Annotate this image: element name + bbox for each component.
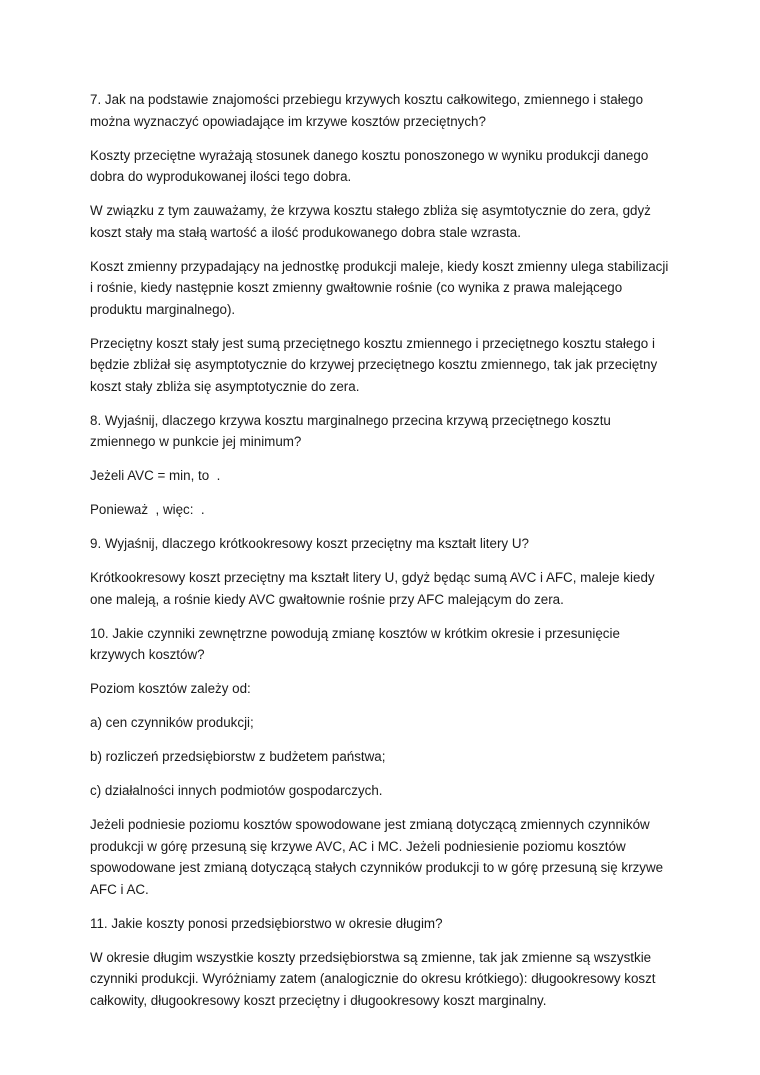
question-11: 11. Jakie koszty ponosi przedsiębiorstwo w okresie długim? bbox=[90, 915, 443, 931]
paragraph-fixed-cost-curve: W związku z tym zauważamy, że krzywa kosztu stałego zbliża się asymtotycznie do zera, gdyż koszt stały ma stałą wartość a ilość produkowanego dobra stale wzrasta. bbox=[90, 203, 655, 240]
paragraph-average-fixed-cost: Przeciętny koszt stały jest sumą przeciętnego kosztu zmiennego i przeciętnego kosztu stałego i będzie zbliżał się asymptotycznie do krzywej przeciętnego kosztu zmiennego, tak jak przeciętny koszt stały zbliża się asymptotycznie do zera. bbox=[90, 335, 661, 394]
paragraph-cost-level-depends: Poziom kosztów zależy od: bbox=[90, 681, 251, 696]
paragraph-u-shape: Krótkookresowy koszt przeciętny ma kształt litery U, gdyż będąc sumą AVC i AFC, maleje kiedy one maleją, a rośnie kiedy AVC gwałtownie rośnie przy AFC malejącym do zera. bbox=[90, 570, 659, 607]
question-7: 7. Jak na podstawie znajomości przebiegu krzywych kosztu całkowitego, zmiennego i stałego można wyznaczyć opowiadające im krzywe kosztów przeciętnych? bbox=[90, 92, 647, 129]
paragraph-poniewaz: Ponieważ , więc: . bbox=[90, 502, 205, 517]
list-item-b: b) rozliczeń przedsiębiorstw z budżetem państwa; bbox=[90, 749, 386, 764]
question-9: 9. Wyjaśnij, dlaczego krótkookresowy koszt przeciętny ma kształt litery U? bbox=[90, 536, 529, 551]
paragraph-average-costs-definition: Koszty przeciętne wyrażają stosunek danego kosztu ponoszonego w wyniku produkcji danego dobra do wyprodukowanej ilości tego dobra. bbox=[90, 147, 653, 184]
paragraph-long-run-costs: W okresie długim wszystkie koszty przedsiębiorstwa są zmienne, tak jak zmienne są wszystkie czynniki produkcji. Wyróżniamy zatem (analogicznie do okresu krótkiego): długookresowy koszt całkowity, długookresowy koszt przeciętny i długookresowy koszt marginalny. bbox=[90, 949, 660, 1008]
paragraph-curve-shifts: Jeżeli podniesie poziomu kosztów spowodowane jest zmianą dotyczącą zmiennych czynników produkcji w górę przesuną się krzywe AVC, AC i MC. Jeżeli podniesienie poziomu kosztów spowodowane jest zmianą dotyczącą stałych czynników produkcji to w górę przesuną się krzywe AFC i AC. bbox=[90, 817, 667, 897]
list-item-a: a) cen czynników produkcji; bbox=[90, 715, 254, 730]
question-8: 8. Wyjaśnij, dlaczego krzywa kosztu marginalnego przecina krzywą przeciętnego kosztu zmiennego w punkcie jej minimum? bbox=[90, 412, 615, 449]
list-item-c: c) działalności innych podmiotów gospodarczych. bbox=[90, 783, 383, 798]
question-10: 10. Jakie czynniki zewnętrzne powodują zmianę kosztów w krótkim okresie i przesunięcie krzywych kosztów? bbox=[90, 625, 624, 662]
paragraph-avc-min: Jeżeli AVC = min, to . bbox=[90, 468, 221, 483]
paragraph-variable-cost-curve: Koszt zmienny przypadający na jednostkę produkcji maleje, kiedy koszt zmienny ulega stabilizacji i rośnie, kiedy następnie koszt zmienny gwałtownie rośnie (co wynika z prawa malejącego produktu marginalnego). bbox=[90, 258, 673, 317]
